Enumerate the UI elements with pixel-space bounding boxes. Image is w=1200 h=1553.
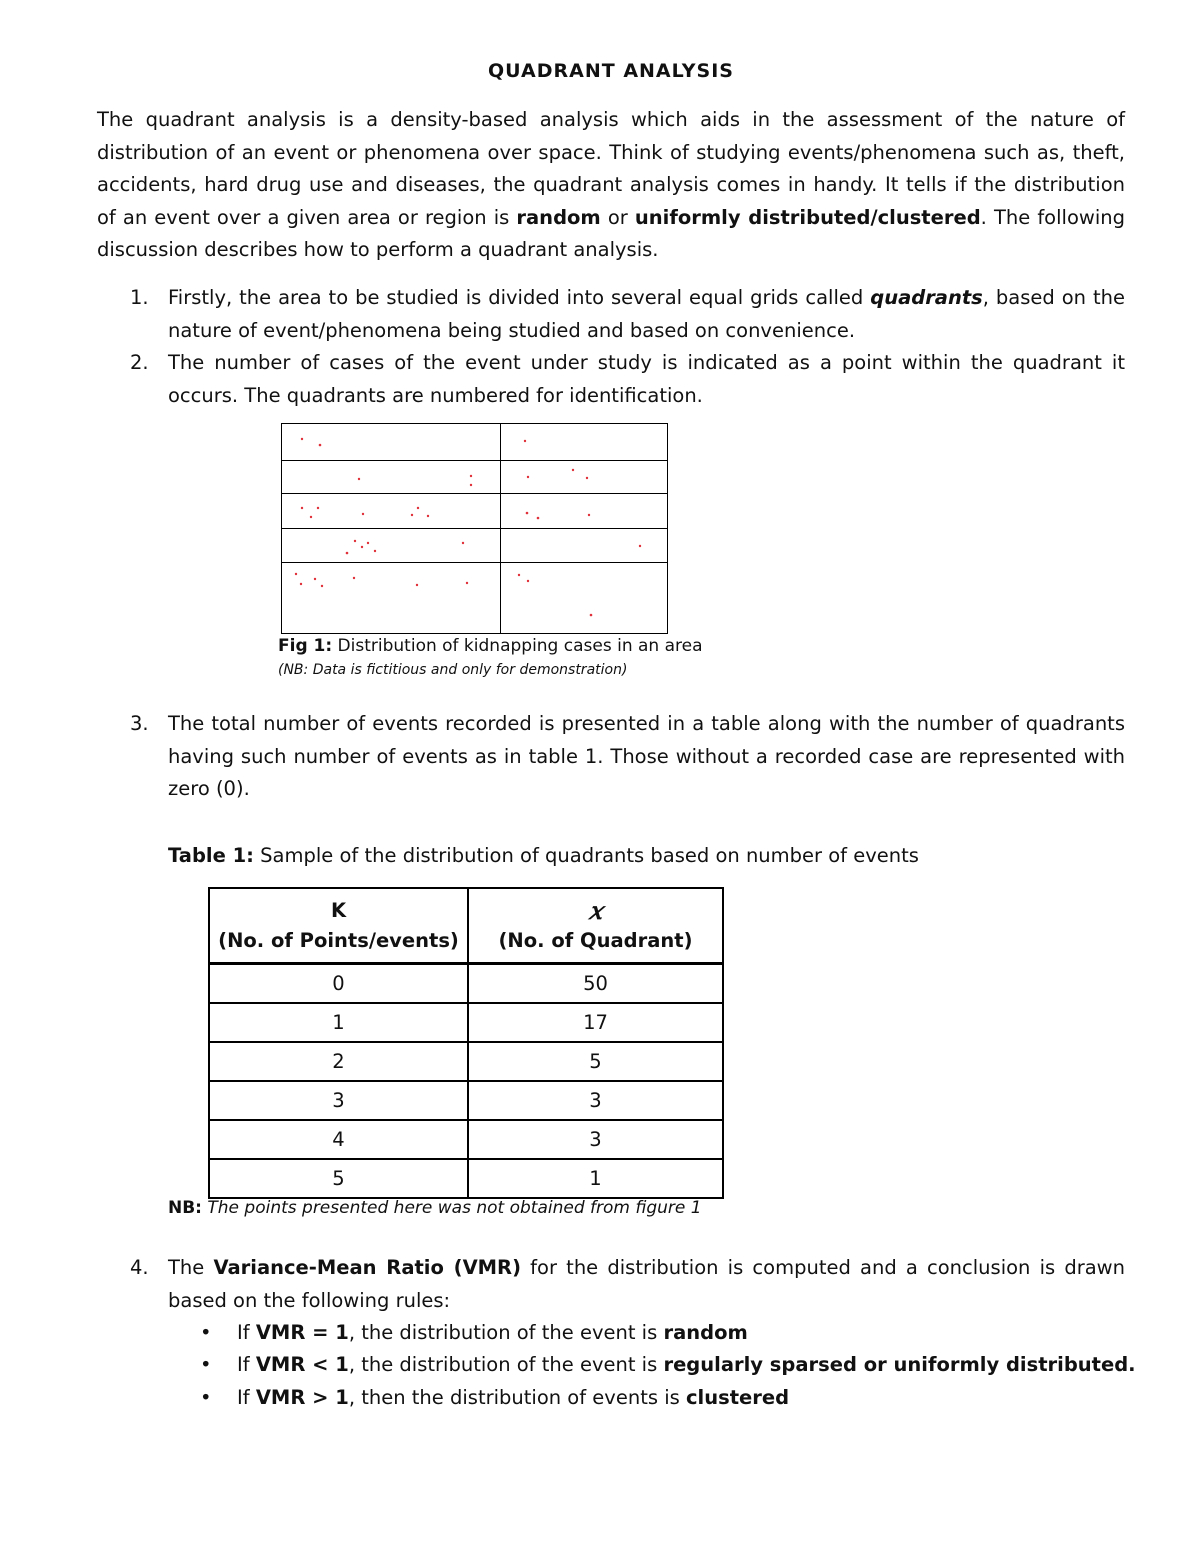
- step-text: [168, 1252, 1125, 1317]
- event-point: [301, 438, 303, 440]
- table-row: [209, 1159, 723, 1198]
- step-number: 2.: [130, 351, 149, 374]
- term-quadrants: quadrants: [870, 286, 983, 309]
- step-text: The total number of events recorded is presented in a table along with the number of quadrants having such number of events as in table 1. Those without a recorded case are represented with zero (0).: [168, 712, 1125, 800]
- rule-text: [237, 1317, 748, 1350]
- bullet-icon: •: [200, 1353, 212, 1376]
- event-point: [466, 582, 468, 584]
- table-note-text: The points presented here was not obtained from figure 1: [201, 1198, 702, 1218]
- rule-1-result: random: [663, 1321, 748, 1344]
- event-point: [462, 542, 464, 544]
- table-header-row: [209, 888, 723, 964]
- intro-text-3: . The following discussion describes how to perform a quadrant analysis.: [97, 205, 1125, 261]
- event-point: [411, 514, 413, 516]
- step-4-text-a: The: [168, 1256, 214, 1279]
- step-4-text-b: for the distribution is computed and a conclusion is drawn based on the following rules:: [168, 1256, 1125, 1312]
- intro-bold-uniform: uniformly distributed/clustered: [634, 205, 981, 229]
- rule-1-text-a: If: [237, 1321, 256, 1344]
- cell-k: 0: [209, 964, 468, 1004]
- event-point: [427, 515, 429, 517]
- event-point: [639, 545, 641, 547]
- event-point: [470, 475, 472, 477]
- step-text: The number of cases of the event under study is indicated as a point within the quadrant it occurs. The quadrants are numbered for identification.: [168, 351, 1125, 407]
- header-k-symbol: K: [330, 898, 347, 922]
- cell-k: 3: [209, 1081, 468, 1120]
- step-number: 4.: [130, 1256, 149, 1279]
- table-caption: [168, 844, 919, 867]
- step-number: 1.: [130, 286, 149, 309]
- cell-x: 17: [468, 1003, 723, 1042]
- table-row: [209, 1042, 723, 1081]
- event-point: [321, 585, 323, 587]
- table-row: [209, 1003, 723, 1042]
- event-point: [295, 573, 297, 575]
- event-point: [346, 552, 349, 555]
- rule-2-result: regularly sparsed or uniformly distributed.: [663, 1353, 1136, 1376]
- figure-note: (NB: Data is fictitious and only for demonstration): [278, 662, 628, 678]
- rule-3-text-b: , then the distribution of events is: [348, 1386, 686, 1409]
- step-1-text-b: , based on the nature of event/phenomena being studied and based on convenience.: [168, 286, 1125, 342]
- event-point: [301, 507, 303, 509]
- term-vmr: Variance-Mean Ratio (VMR): [213, 1256, 521, 1279]
- table-row: [209, 1120, 723, 1159]
- event-point: [300, 583, 302, 585]
- event-point: [317, 507, 319, 509]
- intro-text-2: or: [600, 205, 635, 229]
- cell-x: 3: [468, 1081, 723, 1120]
- event-point: [526, 512, 529, 515]
- event-point: [358, 478, 360, 480]
- table-note-label: NB:: [168, 1198, 202, 1218]
- rule-text: [237, 1382, 789, 1415]
- cell-x: 50: [468, 964, 723, 1004]
- intro-paragraph: [97, 104, 1125, 267]
- event-point: [537, 517, 540, 520]
- quadrant-grid-figure: [281, 423, 668, 634]
- event-point: [374, 550, 376, 552]
- step-1-text-a: Firstly, the area to be studied is divided into several equal grids called: [168, 286, 871, 309]
- event-point: [524, 440, 526, 442]
- figure-label: Fig 1:: [278, 636, 333, 656]
- table-caption-text: Sample of the distribution of quadrants based on number of events: [253, 844, 919, 867]
- intro-bold-random: random: [516, 205, 601, 229]
- event-point: [470, 484, 472, 486]
- page-title: QUADRANT ANALYSIS: [488, 60, 734, 82]
- header-k: [209, 888, 468, 964]
- header-x-desc: (No. of Quadrant): [498, 928, 693, 952]
- figure-caption-text: Distribution of kidnapping cases in an area: [332, 636, 703, 656]
- header-x: [468, 888, 723, 964]
- cell-k: 4: [209, 1120, 468, 1159]
- events-table: [208, 887, 724, 1199]
- step-text: [168, 282, 1125, 347]
- cell-k: 2: [209, 1042, 468, 1081]
- figure-caption: [278, 636, 703, 656]
- event-point: [353, 577, 355, 579]
- event-point: [362, 513, 364, 515]
- rule-text: [237, 1349, 1136, 1382]
- rule-2-text-a: If: [237, 1353, 256, 1376]
- event-point: [354, 540, 356, 542]
- step-number: 3.: [130, 712, 149, 735]
- table-note: [168, 1198, 702, 1218]
- rule-3-result: clustered: [685, 1386, 790, 1409]
- event-point: [310, 516, 312, 518]
- cell-x: 5: [468, 1042, 723, 1081]
- table-row: [209, 964, 723, 1004]
- event-point: [572, 469, 574, 471]
- event-point: [416, 584, 418, 586]
- rule-1-condition: VMR = 1: [255, 1321, 349, 1344]
- rule-1-text-b: , the distribution of the event is: [348, 1321, 664, 1344]
- intro-text-1: The quadrant analysis is a density-based analysis which aids in the assessment of the nature of distribution of an event or phenomena over space. Think of studying events/phenomena such as, theft, accidents, hard drug use and diseases, the quadrant analysis comes in handy. It tells if the distribution of an event over a given area or region is: [97, 108, 1125, 229]
- event-points: [295, 438, 641, 617]
- event-point: [527, 580, 529, 582]
- event-point: [518, 574, 520, 576]
- event-point: [319, 444, 322, 447]
- event-point: [314, 578, 316, 580]
- event-point: [367, 542, 369, 544]
- header-k-desc: (No. of Points/events): [218, 928, 459, 952]
- rule-2-text-b: , the distribution of the event is: [348, 1353, 664, 1376]
- cell-k: 1: [209, 1003, 468, 1042]
- event-point: [527, 476, 529, 478]
- rule-3-text-a: If: [237, 1386, 256, 1409]
- cell-x: 1: [468, 1159, 723, 1198]
- rule-3-condition: VMR > 1: [255, 1386, 349, 1409]
- event-point: [361, 546, 363, 548]
- table-row: [209, 1081, 723, 1120]
- bullet-icon: •: [200, 1386, 212, 1409]
- cell-x: 3: [468, 1120, 723, 1159]
- event-point: [586, 477, 588, 479]
- event-point: [590, 614, 593, 617]
- table-label: Table 1:: [168, 844, 254, 867]
- cell-k: 5: [209, 1159, 468, 1198]
- rule-2-condition: VMR < 1: [255, 1353, 349, 1376]
- bullet-icon: •: [200, 1321, 212, 1344]
- event-point: [588, 514, 590, 516]
- event-points-layer: [282, 424, 667, 633]
- header-x-symbol: 𝑥: [588, 895, 603, 925]
- event-point: [417, 507, 419, 509]
